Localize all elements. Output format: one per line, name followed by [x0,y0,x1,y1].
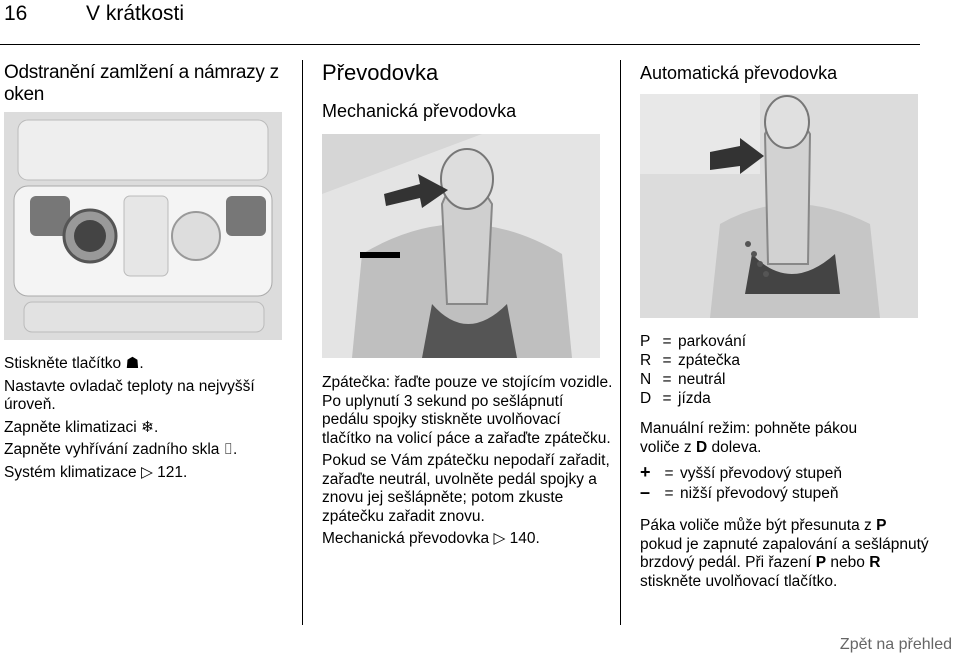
cross-reference-link[interactable]: Systém klimatizace ▷ 121. [4,463,188,481]
paragraph: Pokud se Vám zpátečku nepodaří zařadit, zařaďte neutrál, uvolněte pedál spojky a znovu jej sešlápněte; potom zkuste zpátečku zařadit znovu. [322,452,610,525]
section-title: Převodovka [322,60,439,85]
manual-transmission-text [322,374,614,553]
section-subtitle: Mechanická převodovka [322,101,517,121]
paragraph: Zpátečka: řaďte pouze ve stojícím vozidle. Po uplynutí 3 sekund po sešlápnutí pedálu spojky stiskněte uvolňovací tlačítko na volicí páce a zařaďte zpátečku. [322,374,613,447]
climate-control-illustration [4,112,282,340]
selector-paragraph: Páka voliče může být přesunuta z P pokud je zapnuté zapalování a sešlápnutý brzdový pedál. Při řazení P nebo R stiskněte uvolňovací tlačítko. [640,517,929,590]
page-number: 16 [4,2,28,25]
section-title: Odstranění zamlžení a námrazy z oken [4,62,279,105]
gear-row: P = parkování [640,333,747,350]
plus-icon: + [640,462,651,482]
gear-row: D = jízda [640,390,711,407]
automatic-gear-lever-illustration [640,94,918,318]
instruction-line: Zapněte klimatizaci ❄. [4,418,159,436]
gear-legend [640,332,930,408]
column-defrost [4,62,292,106]
instruction-line: Stiskněte tlačítko ☗. [4,355,144,372]
instruction-line: Nastavte ovladač teploty na nejvyšší úroveň. [4,377,255,413]
column-divider [620,60,621,625]
automatic-transmission-text [640,332,930,591]
chapter-title: V krátkosti [86,2,185,25]
defrost-instructions [4,355,294,486]
gear-row: N = neutrál [640,371,726,388]
instruction-line: Zapněte vyhřívání zadního skla ⌷. [4,441,238,458]
cross-reference-link[interactable]: Mechanická převodovka ▷ 140. [322,530,540,547]
page-header [0,0,920,45]
shift-up-row: + = vyšší převodový stupeň [640,462,842,482]
section-title: Automatická převodovka [640,63,838,83]
minus-icon: – [640,482,651,502]
column-divider [302,60,303,625]
shift-legend [640,463,930,503]
shift-down-row: – = nižší převodový stupeň [640,482,839,502]
column-manual-transmission [322,60,612,122]
column-automatic-transmission [640,62,930,84]
manual-gear-lever-illustration [322,134,600,358]
back-to-overview-link[interactable]: Zpět na přehled [839,636,952,653]
manual-mode-text: Manuální režim: pohněte pákou voliče z D doleva. [640,420,858,456]
gear-row: R = zpátečka [640,352,741,369]
